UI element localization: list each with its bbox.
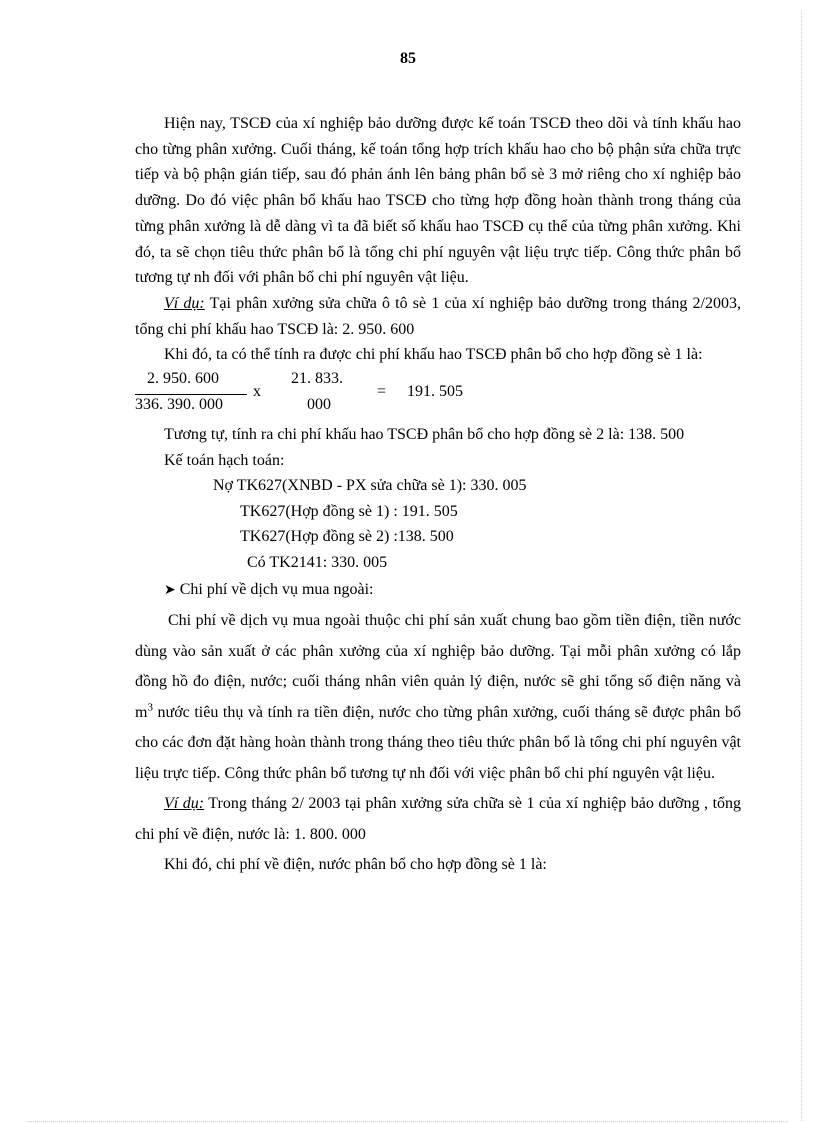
page-number: 85 bbox=[400, 50, 416, 67]
example-depreciation bbox=[135, 291, 741, 342]
formula-multiplier-line2: 000 bbox=[307, 396, 331, 414]
journal-entries bbox=[135, 473, 741, 575]
formula-result: 191. 505 bbox=[407, 383, 463, 401]
formula-times: x bbox=[253, 383, 261, 401]
example-electricity bbox=[135, 789, 741, 850]
example-text-2: Trong tháng 2/ 2003 tại phân xưởng sửa chữa sè 1 của xí nghiệp bảo dưỡng , tổng chi phí về điện, nước là: 1. 800. 000 bbox=[135, 795, 742, 843]
entry-debit-contract1: TK627(Hợp đồng sè 1) : 191. 505 bbox=[240, 502, 458, 520]
example-label-2: Ví dụ: bbox=[164, 795, 205, 813]
paragraph-depreciation-intro: Hiện nay, TSCĐ của xí nghiệp bảo dưỡng được kế toán TSCĐ theo dõi và tính khấu hao cho từng phân xưởng. Cuối tháng, kế toán tổng hợp trích khấu hao cho bộ phận sửa chữa trực tiếp và bộ phận gián tiếp, sau đó phản ánh lên bảng phân bổ sè 3 mở riêng cho xí nghiệp bảo dưỡng. Do đó việc phân bổ khấu hao TSCĐ cho từng hợp đồng hoàn thành trong tháng của từng phân xưởng là dễ dàng vì ta đã biết số khấu hao TSCĐ cụ thể của từng phân xưởng. Khi đó, ta sẽ chọn tiêu thức phân bổ là tổng chi phí nguyên vật liệu trực tiếp. Công thức phân bổ tương tự nh đối với phân bổ chi phí nguyên vật liệu. bbox=[135, 115, 741, 287]
paragraph-contract2: Tương tự, tính ra chi phí khấu hao TSCĐ phân bổ cho hợp đồng sè 2 là: 138. 500 bbox=[164, 426, 685, 444]
paragraph-electricity-allocation: Khi đó, chi phí về điện, nước phân bổ cho hợp đồng sè 1 là: bbox=[164, 856, 547, 874]
superscript-3: 3 bbox=[147, 701, 153, 714]
arrow-bullet-icon: ➤ bbox=[164, 583, 176, 599]
bullet-text: Chi phí về dịch vụ mua ngoài: bbox=[179, 581, 374, 599]
formula-equals: = bbox=[377, 383, 387, 401]
paragraph-external-services bbox=[135, 606, 741, 789]
paragraph-calculation: Khi đó, ta có thể tính ra được chi phí khấu hao TSCĐ phân bổ cho hợp đồng sè 1 là: bbox=[164, 346, 703, 364]
example-label: Ví dụ: bbox=[164, 294, 205, 312]
entry-debit-main: Nợ TK627(XNBD - PX sửa chữa sè 1): 330. 005 bbox=[213, 477, 527, 495]
fraction-line bbox=[135, 394, 247, 395]
formula-denominator: 336. 390. 000 bbox=[135, 396, 223, 414]
page-border-bottom bbox=[28, 1121, 788, 1122]
entry-credit: Có TK2141: 330. 005 bbox=[247, 553, 388, 571]
paragraph-accounting: Kế toán hạch toán: bbox=[164, 451, 285, 469]
document-body bbox=[135, 111, 741, 881]
services-text-start: Chi phí về dịch vụ mua ngoài thuộc chi phí sản xuất chung bao gồm tiền điện, tiền nước dùng vào sản xuất ở các phân xưởng của xí nghiệp bảo dưỡng. Tại mỗi phân xưởng có lắp đồng hồ đo điện, nước; cuối tháng nhân viên quản lý điện, nước sẽ ghi tổng số điện năng và m bbox=[135, 612, 741, 721]
bullet-external-services bbox=[135, 575, 741, 606]
services-text-end: nước tiêu thụ và tính ra tiền điện, nước cho từng phân xưởng, cuối tháng sẽ được phân bổ cho các đơn đặt hàng hoàn thành trong tháng theo tiêu thức phân bổ là tổng chi phí nguyên vật liệu trực tiếp. Công thức phân bổ tương tự nh đối với việc phân bổ chi phí nguyên vật liệu. bbox=[135, 703, 741, 782]
formula-multiplier-line1: 21. 833. bbox=[291, 370, 343, 388]
formula-numerator: 2. 950. 600 bbox=[147, 370, 219, 388]
allocation-formula bbox=[135, 368, 741, 422]
entry-debit-contract2: TK627(Hợp đồng sè 2) :138. 500 bbox=[240, 528, 454, 546]
example-text: Tại phân xưởng sửa chữa ô tô sè 1 của xí nghiệp bảo dưỡng trong tháng 2/2003, tổng chi phí khấu hao TSCĐ là: 2. 950. 600 bbox=[135, 294, 742, 338]
page-border-right bbox=[801, 10, 802, 1121]
